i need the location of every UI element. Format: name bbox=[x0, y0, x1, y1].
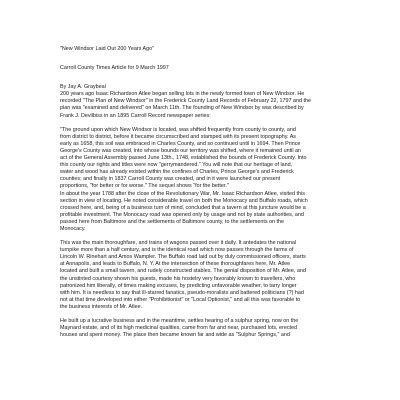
paragraph-line: This was the main thoroughfare, and trains of wagons passed over it daily. It antedates the national bbox=[60, 240, 297, 247]
document-title: "New Windsor Laid Out 200 Years Ago" bbox=[60, 46, 155, 52]
paragraph-line: located and built a small tavern, and rudely constructed stables. The genial disposition of Mr. Atlee, and bbox=[60, 268, 306, 275]
paragraph-1 bbox=[60, 91, 344, 119]
paragraph-line: Monocacy. bbox=[60, 225, 86, 232]
paragraph-line: "The ground upon which New Windsor is located, was shifted frequently from county to county, and bbox=[60, 126, 296, 133]
paragraph-line: counties; and finally in 1837 Carroll County was created, and in it were launched our present bbox=[60, 176, 281, 183]
paragraph-line: Frank J. Devilbiss in an 1895 Carroll Record newspaper series: bbox=[60, 112, 211, 119]
paragraph-line: He built up a lucrative business and in the meantime, settles hearing of a sulphur spring, now on the bbox=[60, 318, 299, 324]
paragraph-line: at Annapolis, and leads to Buffalo, N. Y. At the intersection of these thoroughfares here, Mr. Atlee bbox=[60, 261, 291, 268]
paragraph-line: with him. It is needless to say that ill-starred fanatics, pseudo-moralists and battered politicians (?) had bbox=[60, 289, 304, 296]
paragraph-line: not at that time developed into either "Prohibitionist" or "Local Optionist," and all this was favorable to bbox=[60, 296, 301, 303]
document-subtitle: Carroll County Times Article for 9 March 1997 bbox=[60, 65, 169, 72]
paragraph-line: plan was "examined and delivered" on March 11th. The founding of New Windsor by was described by bbox=[60, 105, 304, 112]
paragraph-line: In about the year 1788 after the close of the Revolutionary War, Mr. Isaac Richardson Atlee, visited this bbox=[60, 190, 305, 197]
paragraph-3 bbox=[60, 240, 344, 311]
paragraph-line: act of the General Assembly passed June 13th., 1748, established the bounds of Frederick County. Into bbox=[60, 155, 307, 162]
paragraph-line: profitable investment. The Monocacy road was opened only by usage and not by state authorities, and bbox=[60, 211, 304, 218]
paragraph-line: crossed here, and, being of a business turn of mind, concluded that a tavern at this juncture would be a bbox=[60, 204, 306, 211]
paragraph-line: Maynard estate, and of its high medicinal qualities, came from far and near, purchased lots, erected bbox=[60, 325, 298, 332]
paragraph-line: George's County was created, into whose bounds our territory was shifted, where it remained until an bbox=[60, 147, 302, 154]
paragraph-line: houses and spent money. The place then became known far and wide as "Sulphur Springs," and bbox=[60, 332, 290, 339]
paragraph-line: turnpike more than a half century, and is the identical road which now passes through the farms of bbox=[60, 247, 294, 254]
paragraph-line: recorded "The Plan of New Windsor" in the Frederick County Land Records of February 22, 1797 and the bbox=[60, 98, 312, 105]
paragraph-line: the unstinted courtesy shown his guests, made his hostelry very favorably known to travellers, who bbox=[60, 275, 296, 282]
paragraph-2 bbox=[60, 127, 344, 233]
paragraph-line: Lincoln W. Rinehart and Amos Wampler. The Buffalo road laid out by duly commissioned officers, starts bbox=[60, 254, 306, 261]
paragraph-line: 200 years ago Isaac Richardson Atlee began selling lots in the newly formed town of New Windsor. He bbox=[60, 91, 305, 98]
paragraph-line: water and wood has already existed within the confines of Charles, Prince George's and Frederick bbox=[60, 169, 294, 176]
paragraph-line: from district to district, before it became circumscribed and stamped with its present topography. As bbox=[60, 133, 296, 140]
paragraph-line: patronized him liberally, of times making excuses, by predicting unfavorable weather, to tarry longer bbox=[60, 282, 297, 289]
paragraph-line: the business interests of Mr. Atlee. bbox=[60, 303, 143, 310]
paragraph-4 bbox=[60, 318, 344, 339]
author-line: By Jay A. Graybeal bbox=[60, 84, 106, 91]
paragraph-line: section in view of locating. He noted considerable travel on both the Monocacy and Buffalo roads, which bbox=[60, 197, 308, 204]
paragraph-line: proportions, "for better or for worse." The sequel shows "for the better." bbox=[60, 183, 229, 190]
paragraph-line: early as 1658, this soil was embraced in Charles County, and so continued until in 1694. Then Prince bbox=[60, 140, 301, 147]
paragraph-line: this county our rights and titles were now "gerrymandered." You will note that our heritage of land, bbox=[60, 162, 293, 169]
paragraph-line: passed here from Baltimore and the settlements of Baltimore county, to the settlements on the bbox=[60, 218, 285, 225]
